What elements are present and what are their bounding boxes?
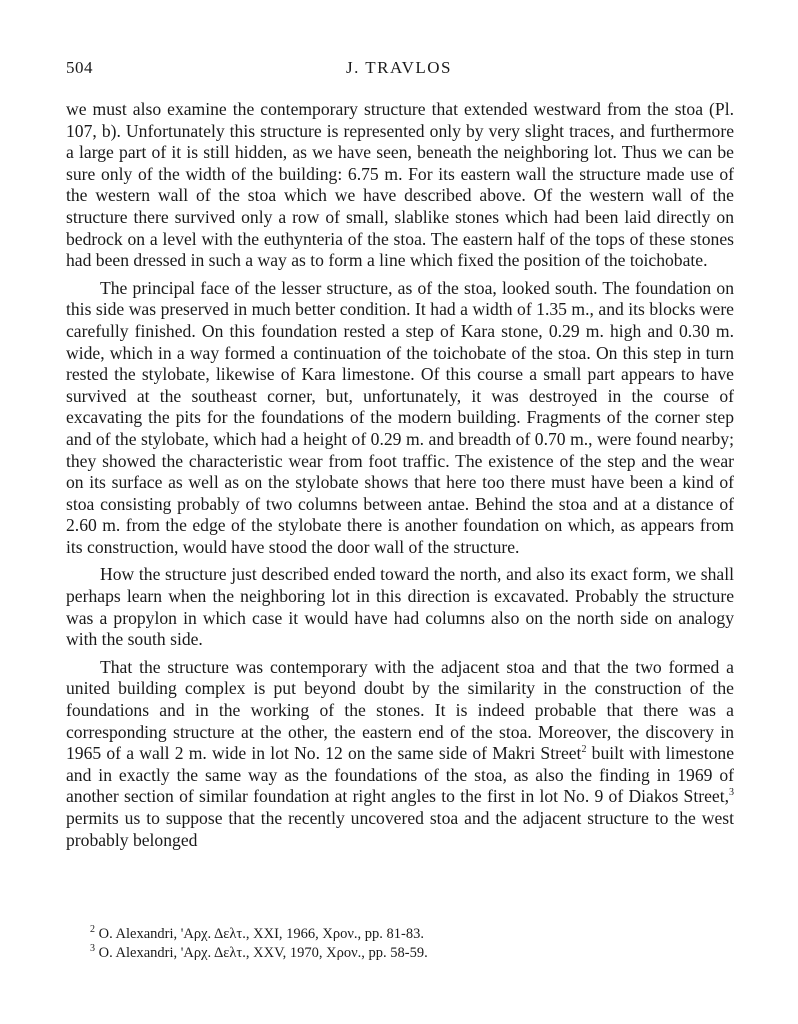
paragraph-4: [66, 657, 734, 851]
body-text: [66, 99, 734, 857]
footnote-ref-2: 2: [581, 744, 587, 756]
footnote-3: [90, 944, 730, 963]
paragraph-3: How the structure just described ended toward the north, and also its exact form, we shall perhaps learn when the neighboring lot in this direction is excavated. Probably the structure was a propylon in which case it would have had columns also on the north side on analogy with the south side.: [66, 564, 734, 650]
paragraph-4-part-3: permits us to suppose that the recently uncovered stoa and the adjacent structure to the west probably belonged: [66, 808, 734, 850]
paragraph-1: we must also examine the contemporary structure that extended westward from the stoa (Pl. 107, b). Unfortunately this structure is represented only by very slight traces, and furthermore a large part of it is still hidden, as we have seen, beneath the neighboring lot. Thus we can be sure only of the width of the building: 6.75 m. For its eastern wall the structure made use of the western wall of the stoa which we have described above. Of the western wall of the structure there survived only a row of small, slablike stones which had been laid directly on bedrock on a level with the euthynteria of the stoa. The eastern half of the tops of these stones had been dressed in such a way as to form a line which fixed the position of the toichobate.: [66, 99, 734, 271]
paragraph-4-part-2: built with limestone and in exactly the same way as the foundations of the stoa, as also the finding in 1969 of another section of similar foundation at right angles to the first in lot No. 9 of Diakos Street,: [66, 743, 734, 807]
footnote-2: [90, 925, 730, 944]
footnote-text-2: O. Alexandri, 'Αρχ. Δελτ., XXI, 1966, Χρον., pp. 81-83.: [95, 926, 424, 942]
paragraph-2: The principal face of the lesser structure, as of the stoa, looked south. The foundation on this side was preserved in much better condition. It had a width of 1.35 m., and its blocks were carefully finished. On this foundation rested a step of Kara stone, 0.29 m. high and 0.30 m. wide, which in a way formed a continuation of the toichobate of the stoa. On this step in turn rested the stylobate, likewise of Kara limestone. Of this course a small part appears to have survived at the southeast corner, but, unfortunately, it was destroyed in the course of excavating the pits for the foundations of the modern building. Fragments of the corner step and of the stylobate, which had a height of 0.29 m. and breadth of 0.70 m., were found nearby; they showed the characteristic wear from foot traffic. The existence of the step and the wear on its surface as well as on the stylobate shows that here too there must have been a kind of stoa consisting probably of two columns between antae. Behind the stoa and at a distance of 2.60 m. from the edge of the stylobate there is another foundation on which, as appears from its construction, would have stood the door wall of the structure.: [66, 277, 734, 557]
running-head: J. TRAVLOS: [345, 58, 452, 77]
page-number: 504: [66, 58, 93, 77]
footnote-marker-2: 2: [90, 924, 95, 936]
footnote-marker-3: 3: [90, 943, 95, 955]
footnote-ref-3: 3: [729, 787, 734, 799]
paragraph-4-part-1: That the structure was contemporary with the adjacent stoa and that the two formed a united building complex is put beyond doubt by the similarity in the construction of the foundations and in the working of the stones. It is indeed probable that there was a corresponding structure at the other, the eastern end of the stoa. Moreover, the discovery in 1965 of a wall 2 m. wide in lot No. 12 on the same side of Makri Street: [66, 656, 734, 764]
footnotes: [90, 925, 730, 963]
page-header: [66, 58, 732, 88]
footnote-text-3: O. Alexandri, 'Αρχ. Δελτ., XXV, 1970, Χρον., pp. 58-59.: [95, 945, 428, 961]
